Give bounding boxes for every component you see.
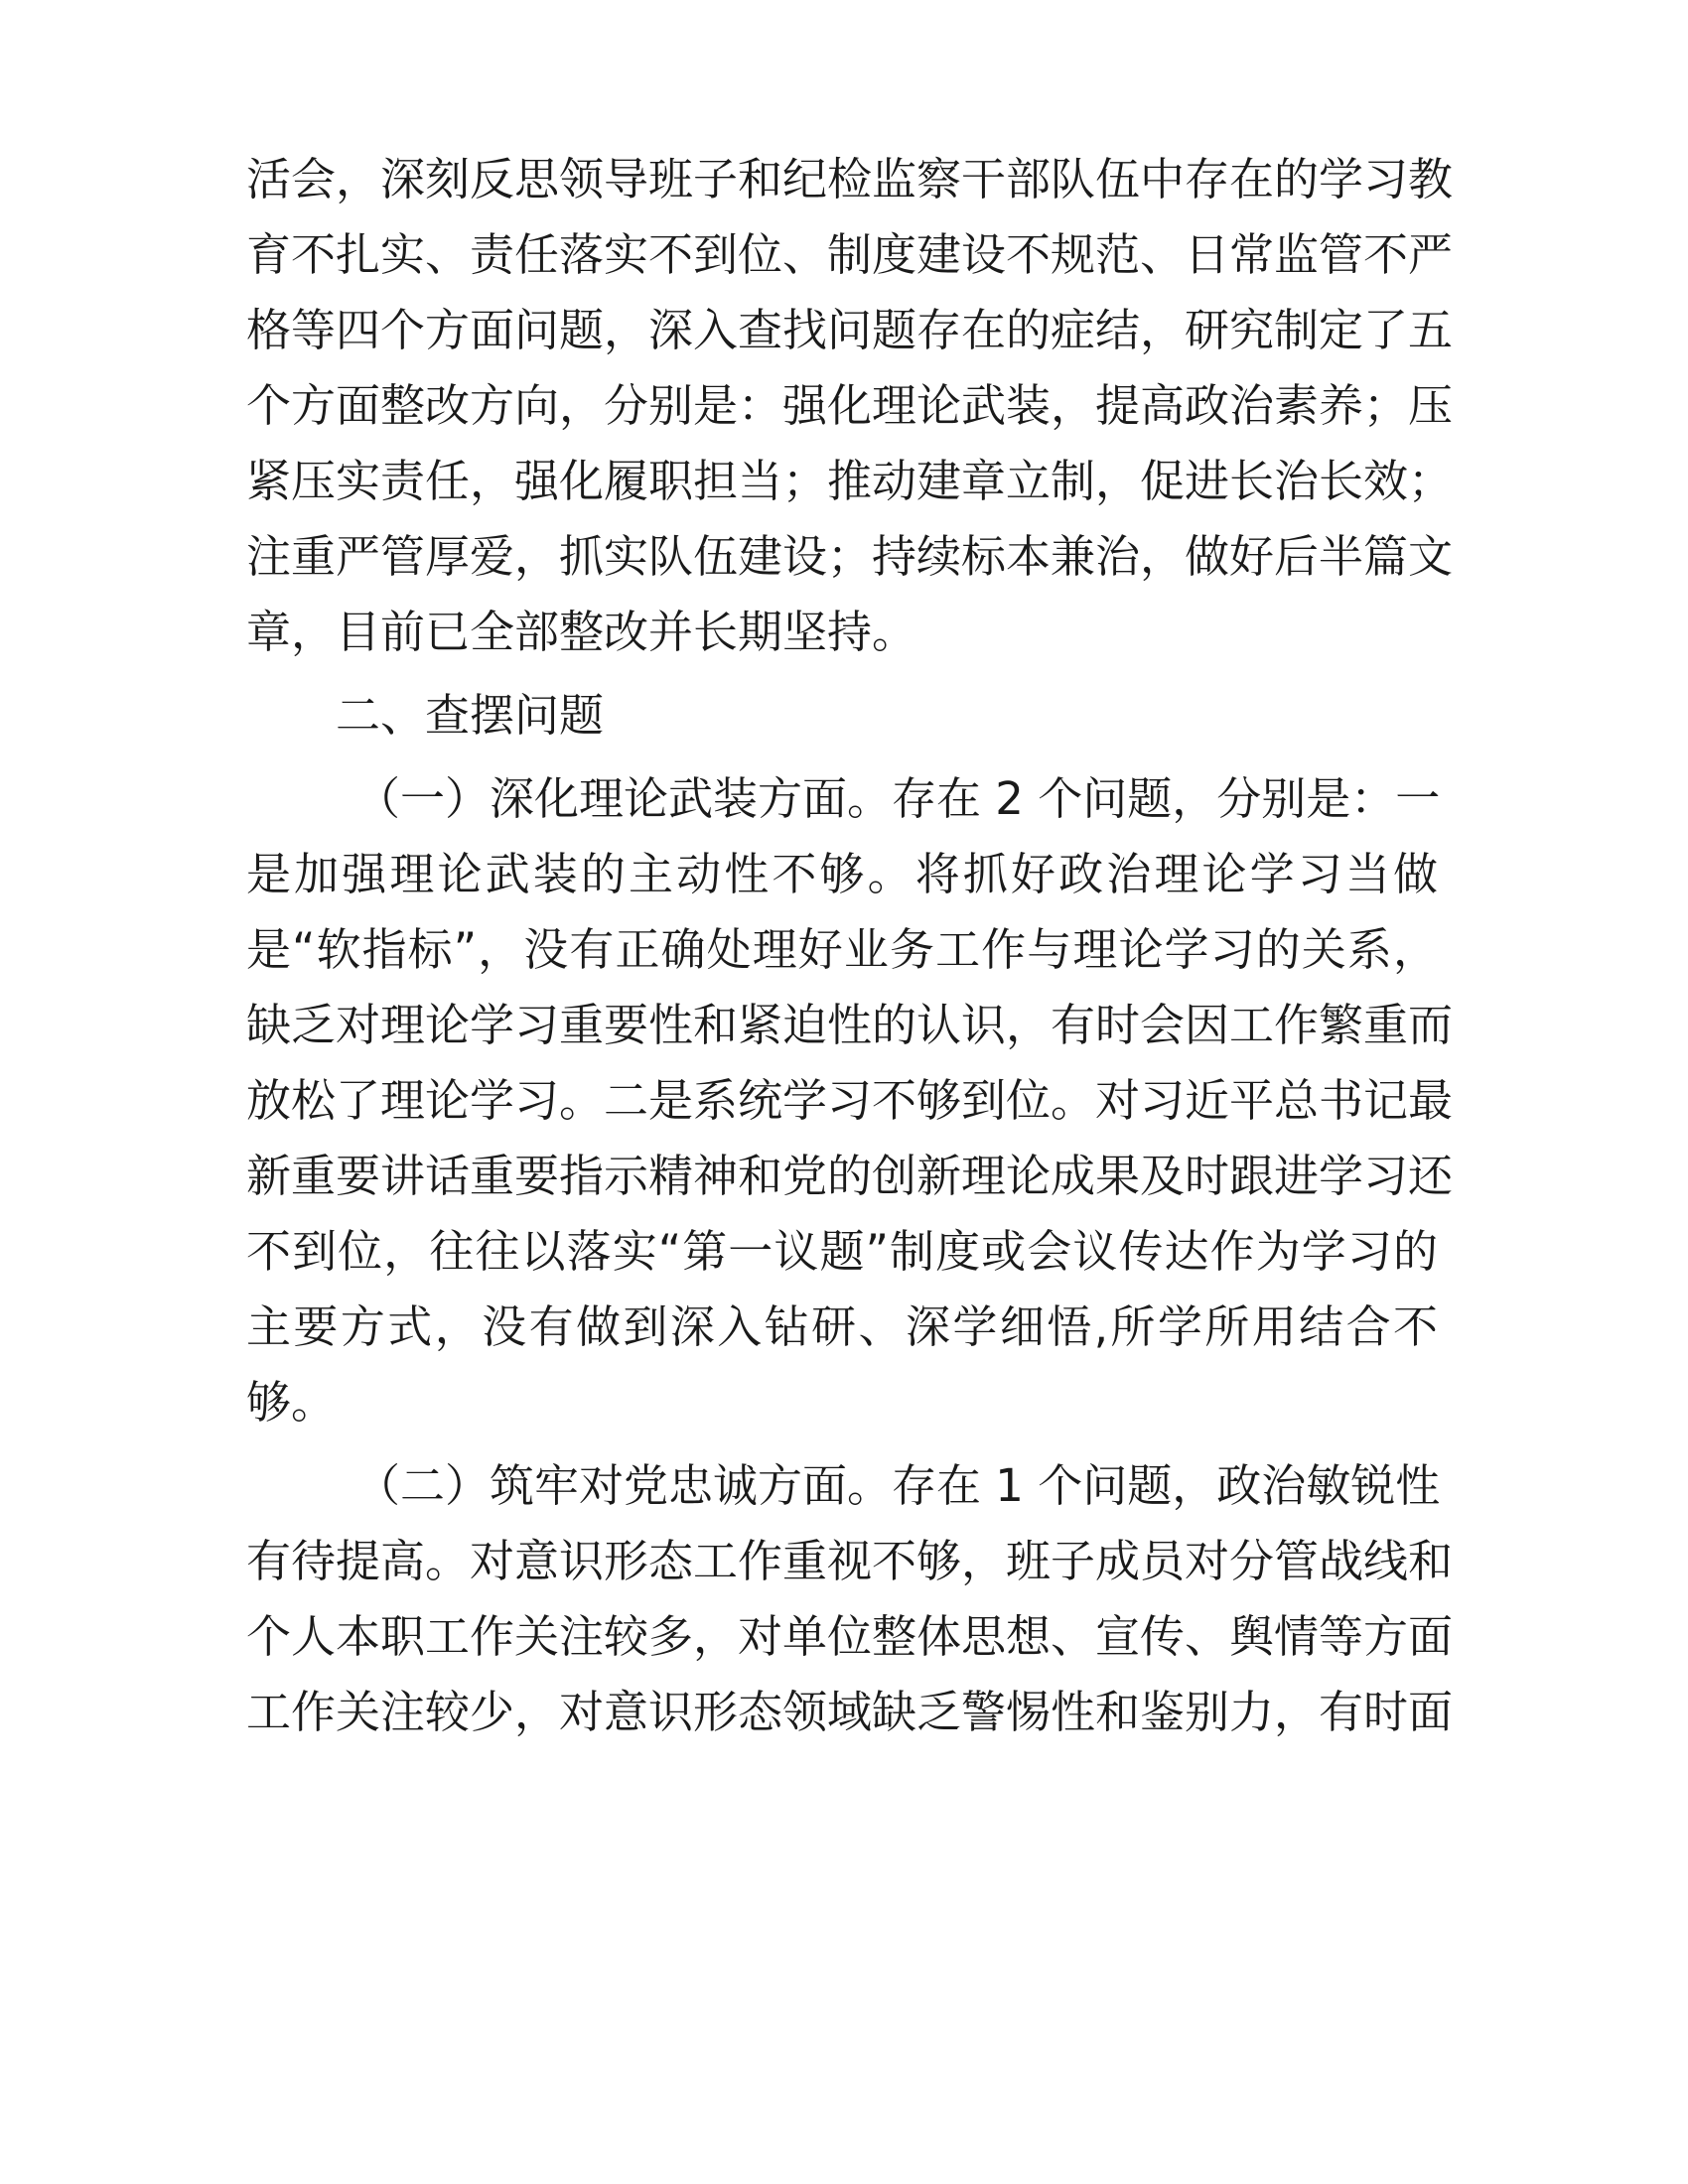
text-line: 章，目前已全部整改并长期坚持。 xyxy=(246,606,917,658)
text-line: 注重严管厚爱，抓实队伍建设；持续标本兼治，做好后半篇文 xyxy=(246,530,1454,583)
text-line: 格等四个方面问题，深入查找问题存在的症结，研究制定了五 xyxy=(246,304,1454,356)
text-line: 够。 xyxy=(246,1376,337,1429)
text-line: 工作关注较少，对意识形态领域缺乏警惕性和鉴别力，有时面 xyxy=(246,1686,1454,1738)
text-line: 放松了理论学习。二是系统学习不够到位。对习近平总书记最 xyxy=(246,1074,1454,1127)
text-line: 活会，深刻反思领导班子和纪检监察干部队伍中存在的学习教 xyxy=(246,153,1454,205)
subsection-first-line: （一）深化理论武装方面。存在 2 个问题，分别是：一 xyxy=(355,772,1441,825)
text-line: 个方面整改方向，分别是：强化理论武装，提高政治素养；压 xyxy=(246,379,1454,432)
text-line: 缺乏对理论学习重要性和紧迫性的认识，有时会因工作繁重而 xyxy=(246,999,1454,1051)
text-line: 不到位，往往以落实“第一议题”制度或会议传达作为学习的 xyxy=(246,1225,1438,1278)
text-line: 有待提高。对意识形态工作重视不够，班子成员对分管战线和 xyxy=(246,1535,1454,1587)
text-line: 个人本职工作关注较多，对单位整体思想、宣传、舆情等方面 xyxy=(246,1610,1454,1663)
text-line: 是加强理论武装的主动性不够。将抓好政治理论学习当做 xyxy=(246,848,1438,900)
text-line: 育不扎实、责任落实不到位、制度建设不规范、日常监管不严 xyxy=(246,228,1454,281)
text-line: 紧压实责任，强化履职担当；推动建章立制，促进长治长效； xyxy=(246,455,1454,507)
text-line: 主要方式，没有做到深入钻研、深学细悟,所学所用结合不 xyxy=(246,1300,1438,1353)
text-line: 新重要讲话重要指示精神和党的创新理论成果及时跟进学习还 xyxy=(246,1150,1454,1202)
text-line: 是“软指标”，没有正确处理好业务工作与理论学习的关系， xyxy=(246,923,1438,976)
section-heading: 二、查摆问题 xyxy=(336,689,605,742)
subsection-first-line: （二）筑牢对党忠诚方面。存在 1 个问题，政治敏锐性 xyxy=(355,1459,1441,1512)
